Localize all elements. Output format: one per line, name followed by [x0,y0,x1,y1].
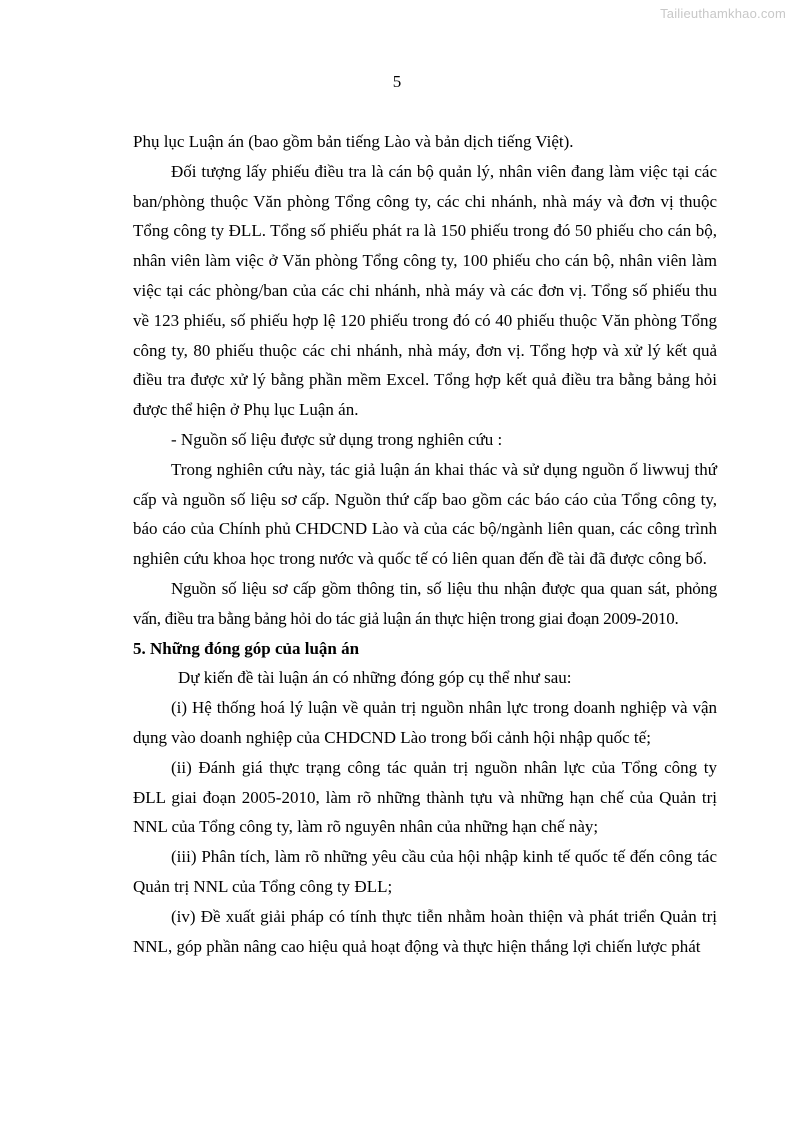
paragraph-contribution-i: (i) Hệ thống hoá lý luận về quản trị nguồn nhân lực trong doanh nghiệp và vận dụng vào doanh nghiệp của CHDCND Lào trong bối cảnh hội nhập quốc tế; [133,698,717,747]
paragraph-contribution-iv: (iv) Đề xuất giải pháp có tính thực tiễn nhằm hoàn thiện và phát triển Quản trị NNL, góp phần nâng cao hiệu quả hoạt động và thực hiện thắng lợi chiến lược phát [133,906,717,956]
paragraph-contributions-intro: Dự kiến đề tài luận án có những đóng góp cụ thể như sau: [178,668,572,688]
paragraph-contribution-ii: (ii) Đánh giá thực trạng công tác quản trị nguồn nhân lực của Tổng công ty ĐLL giai đoạn 2005-2010, làm rõ những thành tựu và những hạn chế của Quản trị NNL của Tổng công ty, làm rõ nguyên nhân của những hạn chế này; [133,757,717,837]
paragraph-survey-subjects: Đối tượng lấy phiếu điều tra là cán bộ quản lý, nhân viên đang làm việc tại các ban/phòng thuộc Văn phòng Tổng công ty, các chi nhánh, nhà máy và đơn vị thuộc Tổng công ty ĐLL. Tổng số phiếu phát ra là 150 phiếu trong đó 50 phiếu cho cán bộ, nhân viên làm việc ở Văn phòng Tổng công ty, 100 phiếu cho cán bộ, nhân viên làm việc tại các phòng/ban của các chi nhánh, nhà máy và các đơn vị. Tổng số phiếu thu về 123 phiếu, số phiếu hợp lệ 120 phiếu trong đó có 40 phiếu thuộc Văn phòng Tổng công ty, 80 phiếu thuộc các chi nhánh, nhà máy, đơn vị. Tổng hợp và xử lý kết quả điều tra được xử lý bằng phần mềm Excel. Tổng hợp kết quả điều tra bằng bảng hỏi được thể hiện ở Phụ lục Luận án. [133,161,717,420]
paragraph-contribution-iii: (iii) Phân tích, làm rõ những yêu cầu của hội nhập kinh tế quốc tế đến công tác Quản trị NNL của Tổng công ty ĐLL; [133,847,717,896]
paragraph-secondary-sources: Trong nghiên cứu này, tác giả luận án khai thác và sử dụng nguồn ố liwwuj thứ cấp và nguồn số liệu sơ cấp. Nguồn thứ cấp bao gồm các báo cáo của Tổng công ty, báo cáo của Chính phủ CHDCND Lào và của các bộ/ngành liên quan, các công trình nghiên cứu khoa học trong nước và quốc tế có liên quan đến đề tài đã được công bố. [133,459,717,569]
watermark: Tailieuthamkhao.com [660,6,786,21]
paragraph-primary-sources: Nguồn số liệu sơ cấp gồm thông tin, số liệu thu nhận được qua quan sát, phỏng vấn, điều tra bằng bảng hỏi do tác giả luận án thực hiện trong giai đoạn 2009-2010. [133,578,717,628]
paragraph-data-sources-intro: - Nguồn số liệu được sử dụng trong nghiên cứu : [171,429,503,449]
section-heading-contributions: 5. Những đóng góp của luận án [133,638,360,658]
document-body [133,127,717,961]
paragraph-appendix-note: Phụ lục Luận án (bao gồm bản tiếng Lào và bản dịch tiếng Việt). [133,132,574,151]
page-number: 5 [392,72,402,91]
